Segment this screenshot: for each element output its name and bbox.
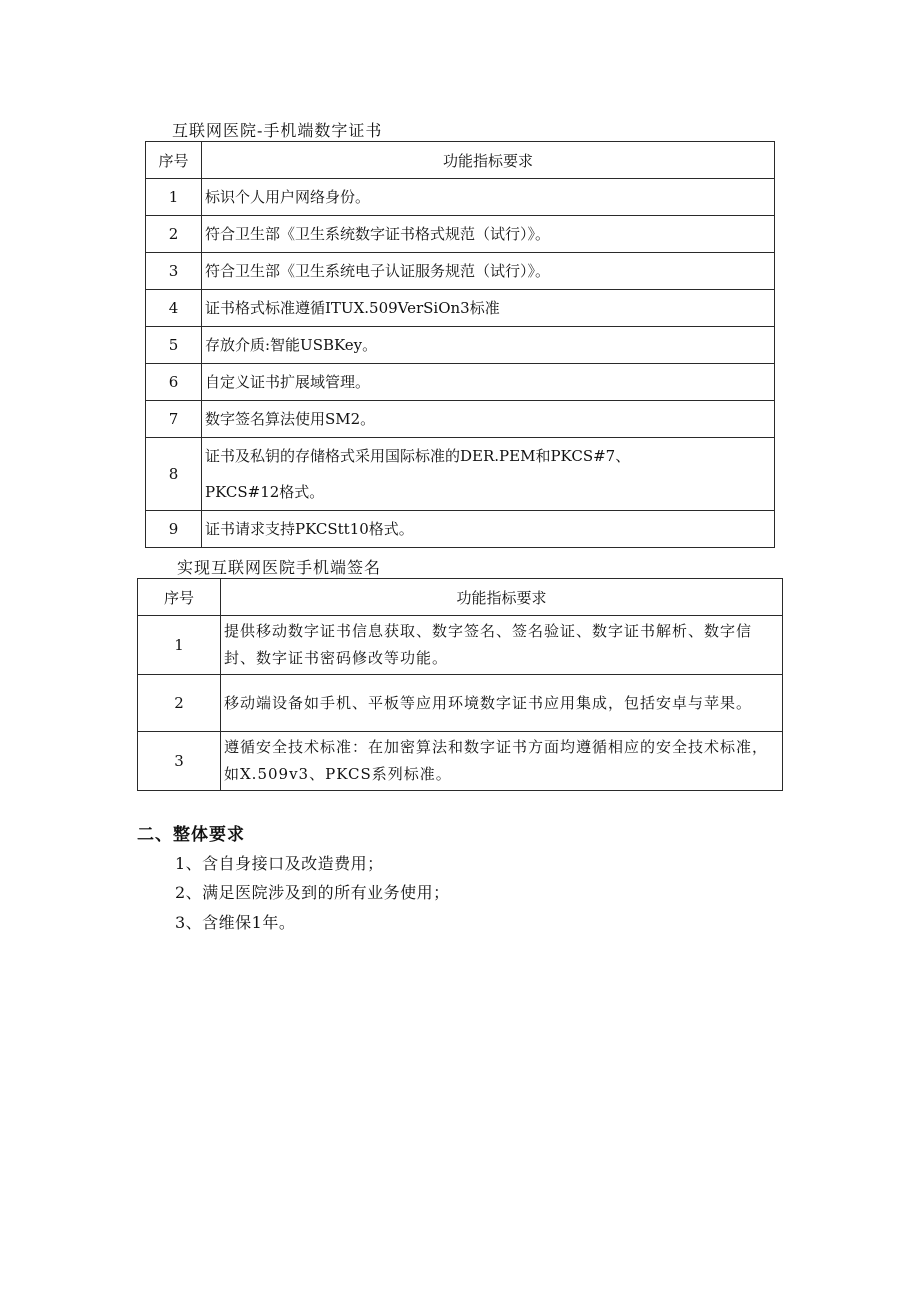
row-index: 4: [146, 290, 202, 327]
table-row: [146, 327, 775, 364]
table-row: [146, 438, 775, 511]
row-index: 8: [146, 438, 202, 511]
column-header-index: 序号: [138, 579, 221, 616]
row-index: 2: [138, 675, 221, 732]
table-row: [146, 401, 775, 438]
row-index: 1: [138, 616, 221, 675]
table-row: [146, 511, 775, 548]
section-title: 二、整体要求: [137, 825, 245, 845]
row-index: 6: [146, 364, 202, 401]
table-header-row: [146, 142, 775, 179]
row-index: 3: [138, 732, 221, 791]
row-requirement: [202, 438, 775, 511]
row-requirement: 数字签名算法使用SM2。: [202, 401, 775, 438]
column-header-requirement: 功能指标要求: [221, 579, 783, 616]
list-item: 2、满足医院涉及到的所有业务使用；: [175, 883, 450, 902]
row-requirement: 证书格式标准遵循ITUX.509VerSiOn3标准: [202, 290, 775, 327]
column-header-requirement: 功能指标要求: [202, 142, 775, 179]
table2-caption: 实现互联网医院手机端签名: [177, 558, 382, 577]
column-header-index: 序号: [146, 142, 202, 179]
table1-caption: 互联网医院-手机端数字证书: [172, 121, 383, 140]
row-requirement: 移动端设备如手机、平板等应用环境数字证书应用集成，包括安卓与苹果。: [221, 675, 783, 732]
table-row: [146, 216, 775, 253]
digital-certificate-table: [145, 141, 775, 548]
row-index: 2: [146, 216, 202, 253]
table-row: [146, 179, 775, 216]
mobile-signature-table: [137, 578, 783, 791]
row-index: 1: [146, 179, 202, 216]
row-index: 9: [146, 511, 202, 548]
row-requirement: 自定义证书扩展域管理。: [202, 364, 775, 401]
row-requirement-line1: 证书及私钥的存储格式采用国际标准的DER.PEM和PKCS#7、: [205, 447, 631, 465]
row-requirement: 证书请求支持PKCStt10格式。: [202, 511, 775, 548]
table-header-row: [138, 579, 783, 616]
table-row: [138, 675, 783, 732]
table-row: [138, 732, 783, 791]
row-index: 5: [146, 327, 202, 364]
row-requirement: 标识个人用户网络身份。: [202, 179, 775, 216]
row-index: 3: [146, 253, 202, 290]
list-item: 3、含维保1年。: [175, 913, 296, 932]
table-row: [146, 290, 775, 327]
row-requirement: 提供移动数字证书信息获取、数字签名、签名验证、数字证书解析、数字信封、数字证书密码修改等功能。: [221, 616, 783, 675]
row-requirement: 符合卫生部《卫生系统数字证书格式规范（试行）》。: [202, 216, 775, 253]
row-requirement-line2: PKCS#12格式。: [205, 483, 325, 501]
row-requirement: 遵循安全技术标准：在加密算法和数字证书方面均遵循相应的安全技术标准，如X.509v3、PKCS系列标准。: [221, 732, 783, 791]
row-index: 7: [146, 401, 202, 438]
row-requirement: 符合卫生部《卫生系统电子认证服务规范（试行）》。: [202, 253, 775, 290]
table-row: [146, 364, 775, 401]
table-row: [146, 253, 775, 290]
table-row: [138, 616, 783, 675]
list-item: 1、含自身接口及改造费用；: [175, 854, 384, 873]
row-requirement: 存放介质:智能USBKey。: [202, 327, 775, 364]
